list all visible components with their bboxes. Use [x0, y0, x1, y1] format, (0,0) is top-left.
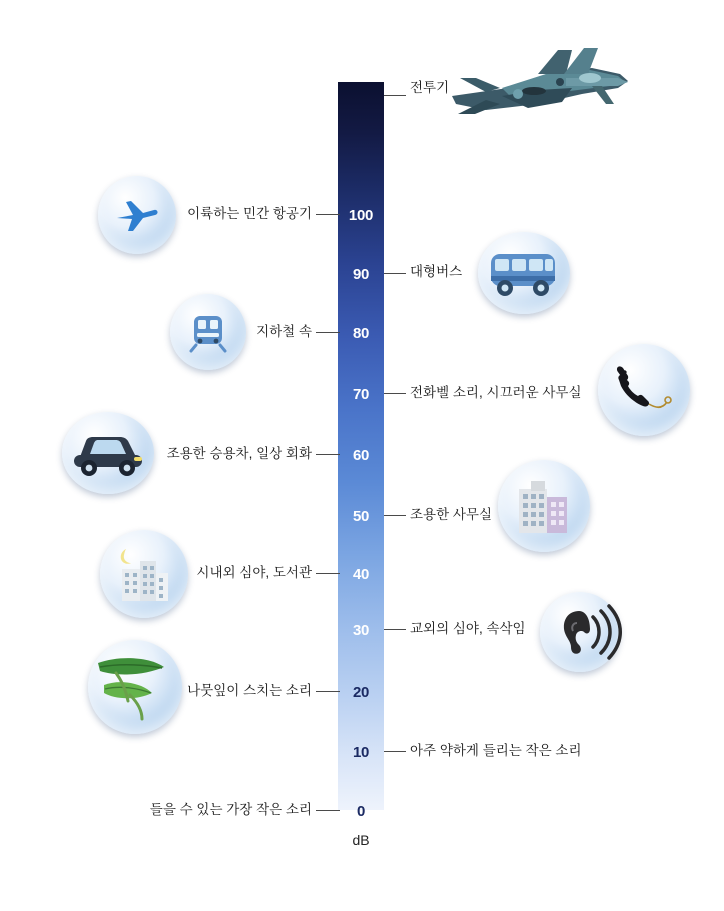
- leader-line-night-city: [316, 573, 340, 574]
- ear-listening-icon: [549, 603, 623, 661]
- annotation-label-faint: 아주 약하게 들리는 작은 소리: [410, 743, 582, 758]
- leader-line-bus: [384, 273, 406, 274]
- tick-label-0: 0: [356, 803, 366, 820]
- annotation-label-airplane: 이륙하는 민간 항공기: [187, 206, 312, 221]
- leader-line-office: [384, 515, 406, 516]
- tick-label-30: 30: [352, 622, 370, 639]
- car-icon-bubble: [62, 412, 154, 494]
- leader-line-faint: [384, 751, 406, 752]
- airplane-icon-bubble: [98, 176, 176, 254]
- tick-label-90: 90: [352, 266, 370, 283]
- leader-line-jet: [384, 95, 406, 96]
- leaves-icon: [94, 649, 176, 725]
- annotation-label-car: 조용한 승용차, 일상 회화: [166, 446, 312, 461]
- office-building-icon: [511, 475, 577, 537]
- annotation-label-leaves: 나뭇잎이 스치는 소리: [187, 683, 312, 698]
- annotation-label-bus: 대형버스: [410, 264, 463, 279]
- tick-label-50: 50: [352, 508, 370, 525]
- tick-label-10: 10: [352, 744, 370, 761]
- leader-line-car: [316, 454, 340, 455]
- annotation-label-threshold: 들을 수 있는 가장 작은 소리: [149, 802, 312, 817]
- subway-icon: [185, 309, 231, 355]
- annotation-label-office: 조용한 사무실: [410, 507, 492, 522]
- bus-icon-bubble: [478, 232, 570, 314]
- car-icon: [68, 427, 148, 479]
- tick-label-60: 60: [352, 447, 370, 464]
- airplane-icon: [113, 191, 161, 239]
- tick-label-20: 20: [352, 684, 370, 701]
- fighter-jet-icon: [442, 34, 636, 138]
- leader-line-threshold: [316, 810, 340, 811]
- telephone-icon: [613, 362, 675, 418]
- bus-icon: [485, 246, 563, 300]
- leader-line-phone: [384, 393, 406, 394]
- leader-line-subway: [316, 332, 340, 333]
- subway-icon-bubble: [170, 294, 246, 370]
- night-city-icon-bubble: [100, 530, 188, 618]
- annotation-label-whisper: 교외의 심야, 속삭임: [410, 621, 526, 636]
- leaves-icon-bubble: [88, 640, 182, 734]
- leader-line-whisper: [384, 629, 406, 630]
- annotation-label-subway: 지하철 속: [256, 324, 312, 339]
- axis-unit-label: dB: [352, 832, 370, 848]
- tick-label-100: 100: [348, 207, 374, 224]
- telephone-icon-bubble: [598, 344, 690, 436]
- office-building-icon-bubble: [498, 460, 590, 552]
- tick-label-80: 80: [352, 325, 370, 342]
- leader-line-airplane: [316, 214, 340, 215]
- tick-label-40: 40: [352, 566, 370, 583]
- annotation-label-jet: 전투기: [410, 80, 450, 95]
- annotation-label-night-city: 시내외 심야, 도서관: [196, 565, 312, 580]
- leader-line-leaves: [316, 691, 340, 692]
- tick-label-70: 70: [352, 386, 370, 403]
- night-city-icon: [112, 543, 176, 605]
- ear-listening-icon-bubble: [540, 592, 620, 672]
- annotation-label-phone: 전화벨 소리, 시끄러운 사무실: [410, 385, 582, 400]
